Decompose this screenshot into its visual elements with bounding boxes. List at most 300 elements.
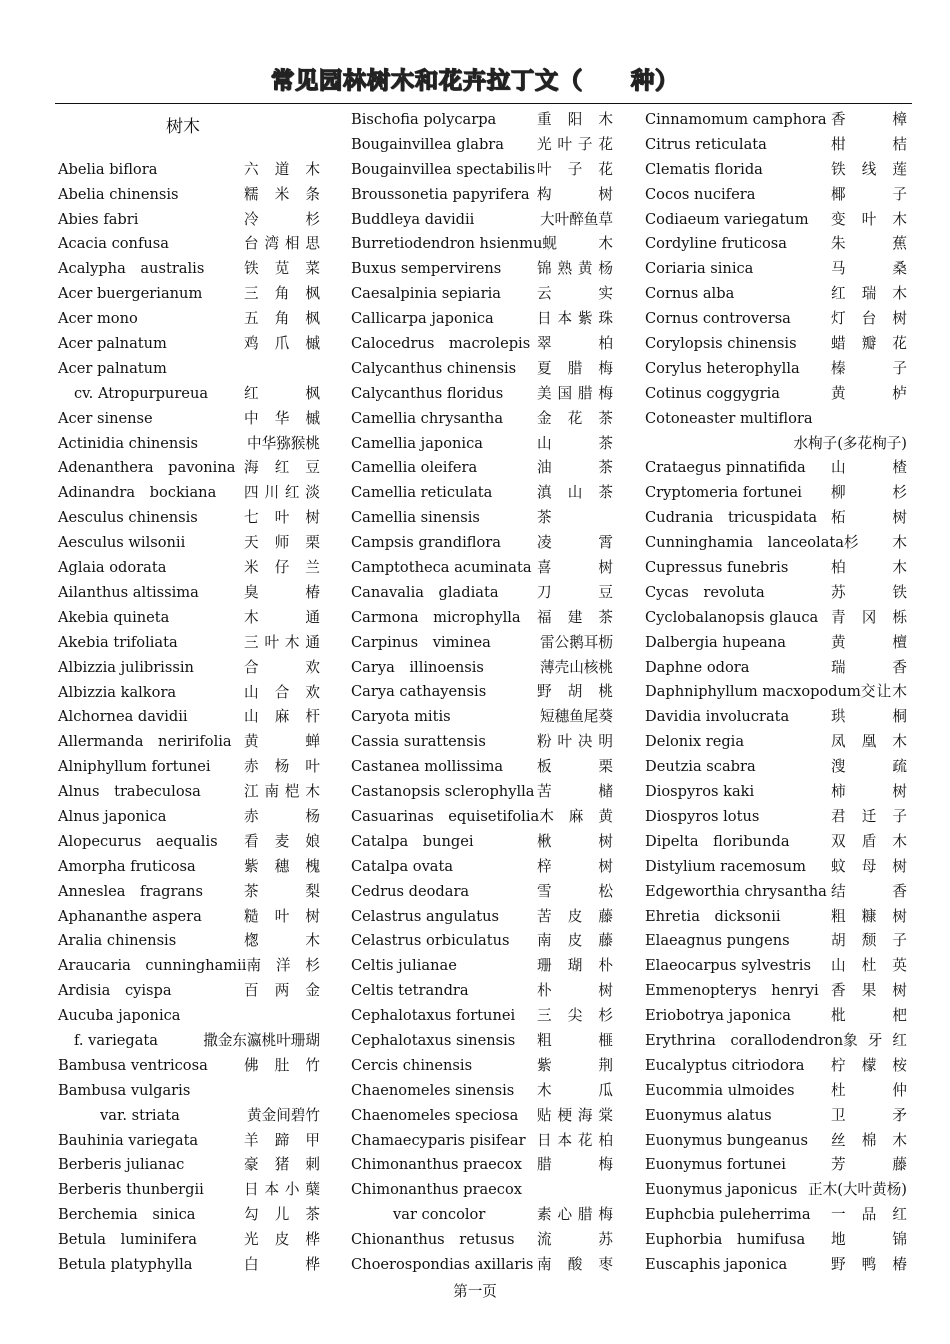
list-item — [351, 1153, 613, 1178]
chinese-name: 瑞香 — [831, 658, 907, 676]
chinese-name: 蜡瓣花 — [831, 335, 907, 353]
chinese-name: 喜树 — [537, 559, 613, 577]
latin-name: Chamaecyparis pisifear — [351, 1131, 526, 1149]
chinese-name: 佛肚竹 — [244, 1056, 320, 1074]
list-item — [351, 456, 613, 481]
chinese-name: 粉叶决明 — [537, 733, 613, 751]
list-item — [351, 1203, 613, 1228]
latin-name: Camellia sinensis — [351, 509, 480, 527]
latin-name: Acer sinense — [58, 409, 153, 427]
list-item — [645, 631, 907, 656]
latin-name: Clematis florida — [645, 160, 763, 178]
latin-name: Berberis thunbergii — [58, 1181, 204, 1199]
latin-name: Daphniphyllum macxopodum — [645, 683, 861, 701]
latin-name: Elaeocarpus sylvestris — [645, 957, 811, 975]
latin-name: Corylopsis chinensis — [645, 335, 797, 353]
latin-name: Castanea mollissima — [351, 758, 504, 776]
chinese-name: 朱蕉 — [831, 235, 907, 253]
latin-name: Cercis chinensis — [351, 1056, 473, 1074]
chinese-name: 粗糠树 — [831, 907, 907, 925]
chinese-name: 刀豆 — [537, 583, 613, 601]
list-item — [58, 332, 320, 357]
list-item — [351, 805, 613, 830]
latin-name: Bambusa ventricosa — [58, 1056, 208, 1074]
chinese-name: 铁苋菜 — [244, 260, 320, 278]
chinese-name: 中华猕猴桃 — [247, 434, 320, 452]
chinese-name: 珙桐 — [831, 708, 907, 726]
chinese-name: 薄壳山核桃 — [540, 658, 613, 676]
list-item — [58, 1029, 320, 1054]
chinese-name: 六道木 — [244, 160, 320, 178]
latin-name: Acer mono — [58, 310, 138, 328]
chinese-name: 光皮桦 — [244, 1231, 320, 1249]
chinese-name: 结香 — [831, 882, 907, 900]
column-2 — [351, 108, 613, 1278]
chinese-name: 构树 — [537, 185, 613, 203]
chinese-name: 云实 — [537, 285, 613, 303]
list-item — [58, 730, 320, 755]
latin-name: Celtis julianae — [351, 957, 457, 975]
latin-name: Cedrus deodara — [351, 882, 470, 900]
chinese-name: 南酸枣 — [537, 1255, 613, 1273]
latin-name: Camellia reticulata — [351, 484, 493, 502]
chinese-name: 合欢 — [244, 658, 320, 676]
chinese-name: 椰子 — [831, 185, 907, 203]
latin-name: Berchemia sinica — [58, 1206, 196, 1224]
latin-name: Choerospondias axillaris — [351, 1255, 534, 1273]
list-item — [645, 755, 907, 780]
list-item — [645, 929, 907, 954]
list-item — [58, 282, 320, 307]
chinese-name: 短穗鱼尾葵 — [540, 708, 613, 726]
latin-name: Cocos nucifera — [645, 185, 756, 203]
list-item — [58, 232, 320, 257]
chinese-name: 叶子花 — [537, 160, 613, 178]
list-item — [351, 581, 613, 606]
list-item — [645, 1178, 907, 1203]
chinese-name: 五角枫 — [244, 310, 320, 328]
list-item — [351, 432, 613, 457]
latin-name: Camellia japonica — [351, 434, 483, 452]
chinese-name: 山茶 — [537, 434, 613, 452]
latin-name: Citrus reticulata — [645, 135, 767, 153]
latin-name: Callicarpa japonica — [351, 310, 494, 328]
latin-name: Buddleya davidii — [351, 210, 475, 228]
latin-name: Chionanthus retusus — [351, 1231, 515, 1249]
latin-name: Corylus heterophylla — [645, 359, 800, 377]
chinese-name: 豪猪刺 — [244, 1156, 320, 1174]
list-item — [351, 1129, 613, 1154]
latin-name: Albizzia kalkora — [58, 683, 177, 701]
latin-name: Bougainvillea glabra — [351, 135, 504, 153]
latin-name: Betula luminifera — [58, 1231, 197, 1249]
chinese-name: 三角枫 — [244, 285, 320, 303]
chinese-name: 黄金间碧竹 — [247, 1106, 320, 1124]
chinese-name: 朴树 — [537, 982, 613, 1000]
list-item — [58, 432, 320, 457]
latin-name: Canavalia gladiata — [351, 583, 499, 601]
list-item — [58, 1054, 320, 1079]
latin-name: Coriaria sinica — [645, 260, 754, 278]
chinese-name: 翠柏 — [537, 335, 613, 353]
latin-name: Alnus japonica — [58, 807, 167, 825]
chinese-name: 素心腊梅 — [537, 1206, 613, 1224]
chinese-name: 木通 — [244, 608, 320, 626]
chinese-name: 雪松 — [537, 882, 613, 900]
latin-name: Berberis julianac — [58, 1156, 185, 1174]
list-item — [351, 158, 613, 183]
chinese-name: 七叶树 — [244, 509, 320, 527]
list-item — [645, 606, 907, 631]
chinese-name: 日本紫珠 — [537, 310, 613, 328]
latin-name: Cassia surattensis — [351, 733, 486, 751]
chinese-name: 木麻黄 — [539, 807, 613, 825]
latin-name: Acer palnatum — [58, 359, 167, 377]
latin-name: Dalbergia hupeana — [645, 633, 786, 651]
latin-name: Cycas revoluta — [645, 583, 765, 601]
latin-name: Euphcbia puleherrima — [645, 1206, 811, 1224]
list-item — [645, 1203, 907, 1228]
list-item — [58, 656, 320, 681]
latin-name: Araucaria cunninghamii — [58, 957, 247, 975]
chinese-name: 板栗 — [537, 758, 613, 776]
chinese-name: 柠檬桉 — [831, 1056, 907, 1074]
latin-name: Actinidia chinensis — [58, 434, 198, 452]
list-item — [351, 830, 613, 855]
latin-name: Caesalpinia sepiaria — [351, 285, 501, 303]
chinese-name: 柳杉 — [831, 484, 907, 502]
chinese-name: 交让木 — [860, 683, 907, 701]
chinese-name: 楤木 — [244, 932, 320, 950]
latin-name: Euonymus japonicus — [645, 1181, 798, 1199]
list-item — [58, 158, 320, 183]
chinese-name: 百两金 — [244, 982, 320, 1000]
latin-name: Eucommia ulmoides — [645, 1081, 795, 1099]
latin-name: Acacia confusa — [58, 235, 169, 253]
list-item — [58, 830, 320, 855]
list-item — [351, 407, 613, 432]
chinese-name: 君迁子 — [831, 807, 907, 825]
list-item — [645, 705, 907, 730]
list-item — [645, 730, 907, 755]
list-item — [645, 1129, 907, 1154]
latin-name: Bauhinia variegata — [58, 1131, 199, 1149]
latin-name: Cordyline fruticosa — [645, 235, 787, 253]
chinese-name: 腊梅 — [537, 1156, 613, 1174]
list-item — [351, 705, 613, 730]
latin-name: Cephalotaxus sinensis — [351, 1031, 516, 1049]
chinese-name: 苦槠 — [537, 783, 613, 801]
list-item — [351, 1253, 613, 1278]
chinese-name: 日本小蘖 — [244, 1181, 320, 1199]
list-item — [645, 656, 907, 681]
list-item — [58, 1178, 320, 1203]
latin-name: Allermanda neririfolia — [58, 733, 232, 751]
chinese-name: 光叶子花 — [537, 135, 613, 153]
chinese-name: 山杜英 — [831, 957, 907, 975]
chinese-name: 杜仲 — [831, 1081, 907, 1099]
latin-name: Catalpa ovata — [351, 857, 454, 875]
latin-name: Camellia oleifera — [351, 459, 478, 477]
list-item — [645, 332, 907, 357]
chinese-name: 大叶醉鱼草 — [540, 210, 613, 228]
chinese-name: 福建茶 — [537, 608, 613, 626]
latin-name: Eriobotrya japonica — [645, 1007, 791, 1025]
chinese-name: 勾儿茶 — [244, 1206, 320, 1224]
list-item — [351, 606, 613, 631]
list-item — [351, 680, 613, 705]
list-item — [645, 232, 907, 257]
latin-name: Cornus alba — [645, 285, 735, 303]
latin-name: Carpinus viminea — [351, 633, 491, 651]
chinese-name: 金花茶 — [537, 409, 613, 427]
latin-name: Caryota mitis — [351, 708, 451, 726]
latin-name: Celastrus angulatus — [351, 907, 499, 925]
latin-name: Carya cathayensis — [351, 683, 487, 701]
latin-name: Celastrus orbiculatus — [351, 932, 510, 950]
list-item — [351, 332, 613, 357]
chinese-name: 赤杨叶 — [244, 758, 320, 776]
list-item — [58, 705, 320, 730]
list-item — [351, 1228, 613, 1253]
list-item — [645, 382, 907, 407]
chinese-name: 蚬木 — [542, 235, 613, 253]
chinese-name: 南皮藤 — [537, 932, 613, 950]
list-item — [645, 432, 907, 457]
latin-name: Crataegus pinnatifida — [645, 459, 806, 477]
list-item — [645, 531, 907, 556]
chinese-name: 丝棉木 — [831, 1131, 907, 1149]
chinese-name: 梓树 — [537, 857, 613, 875]
latin-name: Codiaeum variegatum — [645, 210, 809, 228]
chinese-name: 枇杷 — [831, 1007, 907, 1025]
list-item — [645, 1104, 907, 1129]
list-item — [351, 929, 613, 954]
latin-name: Euonymus alatus — [645, 1106, 772, 1124]
chinese-name: 赤杨 — [244, 807, 320, 825]
latin-name: Aphananthe aspera — [58, 907, 202, 925]
list-item — [645, 208, 907, 233]
latin-name: Cotinus coggygria — [645, 384, 780, 402]
chinese-name: 糯米条 — [244, 185, 320, 203]
list-item — [645, 581, 907, 606]
list-item — [351, 1104, 613, 1129]
list-item — [351, 880, 613, 905]
list-item — [645, 1079, 907, 1104]
list-item — [645, 1228, 907, 1253]
chinese-name: 凌霄 — [537, 534, 613, 552]
latin-name: Chaenomeles speciosa — [351, 1106, 519, 1124]
list-item — [58, 456, 320, 481]
chinese-name: 木瓜 — [537, 1081, 613, 1099]
column-3 — [645, 108, 907, 1278]
latin-name: Alchornea davidii — [58, 708, 188, 726]
chinese-name: 黄蝉 — [244, 733, 320, 751]
latin-name: Burretiodendron hsienmu — [351, 235, 543, 253]
latin-name: Broussonetia papyrifera — [351, 185, 530, 203]
latin-name: Akebia trifoliata — [58, 633, 178, 651]
list-item — [645, 456, 907, 481]
latin-name: Catalpa bungei — [351, 832, 474, 850]
list-item — [645, 357, 907, 382]
list-item — [351, 282, 613, 307]
list-item — [351, 481, 613, 506]
latin-name: Aucuba japonica — [58, 1007, 181, 1025]
list-item — [58, 382, 320, 407]
list-item — [58, 880, 320, 905]
list-item — [58, 183, 320, 208]
chinese-name: 四川红淡 — [244, 484, 320, 502]
list-item — [58, 1104, 320, 1129]
latin-name: Castanopsis sclerophylla — [351, 783, 535, 801]
list-item — [351, 730, 613, 755]
latin-name: Campsis grandiflora — [351, 534, 501, 552]
chinese-name: 贴梗海棠 — [537, 1106, 613, 1124]
list-item — [58, 1004, 320, 1029]
chinese-name: 变叶木 — [831, 210, 907, 228]
latin-name: Dipelta floribunda — [645, 832, 790, 850]
list-item — [58, 929, 320, 954]
chinese-name: 海红豆 — [244, 459, 320, 477]
list-item — [645, 805, 907, 830]
latin-name: Cyclobalanopsis glauca — [645, 608, 819, 626]
list-item — [645, 855, 907, 880]
page-title: 常见园林树木和花卉拉丁文（ 种） — [271, 68, 679, 94]
latin-name: Acer palnatum — [58, 335, 167, 353]
list-item — [645, 282, 907, 307]
list-item — [645, 407, 907, 432]
list-item — [645, 1029, 907, 1054]
latin-name: var. striata — [100, 1106, 180, 1124]
list-item — [58, 606, 320, 631]
latin-name: Ardisia cyispa — [58, 982, 172, 1000]
latin-name: Aralia chinensis — [58, 932, 177, 950]
latin-name: Cornus controversa — [645, 310, 791, 328]
latin-name: Euonymus fortunei — [645, 1156, 786, 1174]
latin-name: Diospyros kaki — [645, 783, 755, 801]
latin-name: cv. Atropurpureua — [74, 384, 209, 402]
list-item — [645, 108, 907, 133]
chinese-name: 香樟 — [831, 111, 907, 128]
list-item — [58, 481, 320, 506]
latin-name: Euphorbia humifusa — [645, 1231, 806, 1249]
latin-name: Cotoneaster multiflora — [645, 409, 813, 427]
chinese-name: 米仔兰 — [244, 559, 320, 577]
chinese-name: 柏木 — [831, 559, 907, 577]
latin-name: Bambusa vulgaris — [58, 1081, 191, 1099]
chinese-name: 山合欢 — [244, 683, 320, 701]
list-item — [645, 780, 907, 805]
chinese-name: 三叶木通 — [244, 633, 320, 651]
list-item — [58, 855, 320, 880]
chinese-name: 台湾相思 — [244, 235, 320, 253]
list-item — [58, 979, 320, 1004]
latin-name: Euscaphis japonica — [645, 1255, 788, 1273]
chinese-name: 南洋杉 — [246, 957, 320, 975]
list-item — [351, 631, 613, 656]
chinese-name: 紫荆 — [537, 1056, 613, 1074]
chinese-name: 冷杉 — [244, 210, 320, 228]
chinese-name: 蚊母树 — [831, 857, 907, 875]
list-item — [645, 905, 907, 930]
latin-name: Acalypha australis — [58, 260, 205, 278]
list-item — [58, 954, 320, 979]
latin-name: Adinandra bockiana — [58, 484, 217, 502]
chinese-name: 铁线莲 — [831, 160, 907, 178]
latin-name: Bischofia polycarpa — [351, 111, 497, 128]
list-item — [351, 133, 613, 158]
list-item — [58, 1228, 320, 1253]
latin-name: Calocedrus macrolepis — [351, 335, 531, 353]
list-item — [645, 680, 907, 705]
chinese-name: 凤凰木 — [831, 733, 907, 751]
chinese-name: 柑桔 — [831, 135, 907, 153]
chinese-name: 苏铁 — [831, 583, 907, 601]
list-item — [58, 1253, 320, 1278]
list-item — [58, 531, 320, 556]
list-item — [351, 232, 613, 257]
chinese-name: 撒金东瀛桃叶珊瑚 — [203, 1031, 320, 1049]
chinese-name: 鸡爪槭 — [244, 335, 320, 353]
latin-name: Akebia quineta — [58, 608, 170, 626]
list-item — [351, 183, 613, 208]
latin-name: Carmona microphylla — [351, 608, 521, 626]
latin-name: Alnus trabeculosa — [58, 783, 201, 801]
list-item — [351, 755, 613, 780]
chinese-name: 锦熟黄杨 — [537, 260, 613, 278]
latin-name: Elaeagnus pungens — [645, 932, 790, 950]
list-item — [645, 133, 907, 158]
latin-name: Ailanthus altissima — [58, 583, 199, 601]
latin-name: Cudrania tricuspidata — [645, 509, 818, 527]
chinese-name: 柘树 — [831, 509, 907, 527]
latin-name: Diospyros lotus — [645, 807, 760, 825]
latin-name: Delonix regia — [645, 733, 745, 751]
chinese-name: 白桦 — [244, 1255, 320, 1273]
list-item — [351, 954, 613, 979]
latin-name: Celtis tetrandra — [351, 982, 469, 1000]
chinese-name: 滇山茶 — [537, 484, 613, 502]
list-item — [351, 506, 613, 531]
latin-name: var concolor — [393, 1206, 486, 1224]
chinese-name: 马桑 — [831, 260, 907, 278]
chinese-name: 重阳木 — [537, 111, 613, 128]
list-item — [351, 979, 613, 1004]
list-item — [58, 755, 320, 780]
list-item — [351, 780, 613, 805]
latin-name: Chaenomeles sinensis — [351, 1081, 515, 1099]
latin-name: Acer buergerianum — [58, 285, 203, 303]
latin-name: Euonymus bungeanus — [645, 1131, 808, 1149]
list-item — [351, 1029, 613, 1054]
header-rule — [55, 103, 912, 104]
latin-name: Anneslea fragrans — [58, 882, 204, 900]
latin-name: Chimonanthus praecox — [351, 1156, 522, 1174]
latin-name: Aglaia odorata — [58, 559, 167, 577]
chinese-name: 雷公鹅耳枥 — [540, 633, 613, 651]
latin-name: Aesculus chinensis — [58, 509, 198, 527]
chinese-name: 紫穗槐 — [244, 857, 320, 875]
list-item — [351, 1054, 613, 1079]
list-item — [351, 307, 613, 332]
latin-name: Camellia chrysantha — [351, 409, 504, 427]
latin-name: Edgeworthia chrysantha — [645, 882, 827, 900]
latin-name: Deutzia scabra — [645, 758, 756, 776]
list-item — [58, 905, 320, 930]
chinese-name: 中华槭 — [244, 409, 320, 427]
list-item — [645, 1054, 907, 1079]
chinese-name: 日本花柏 — [537, 1131, 613, 1149]
